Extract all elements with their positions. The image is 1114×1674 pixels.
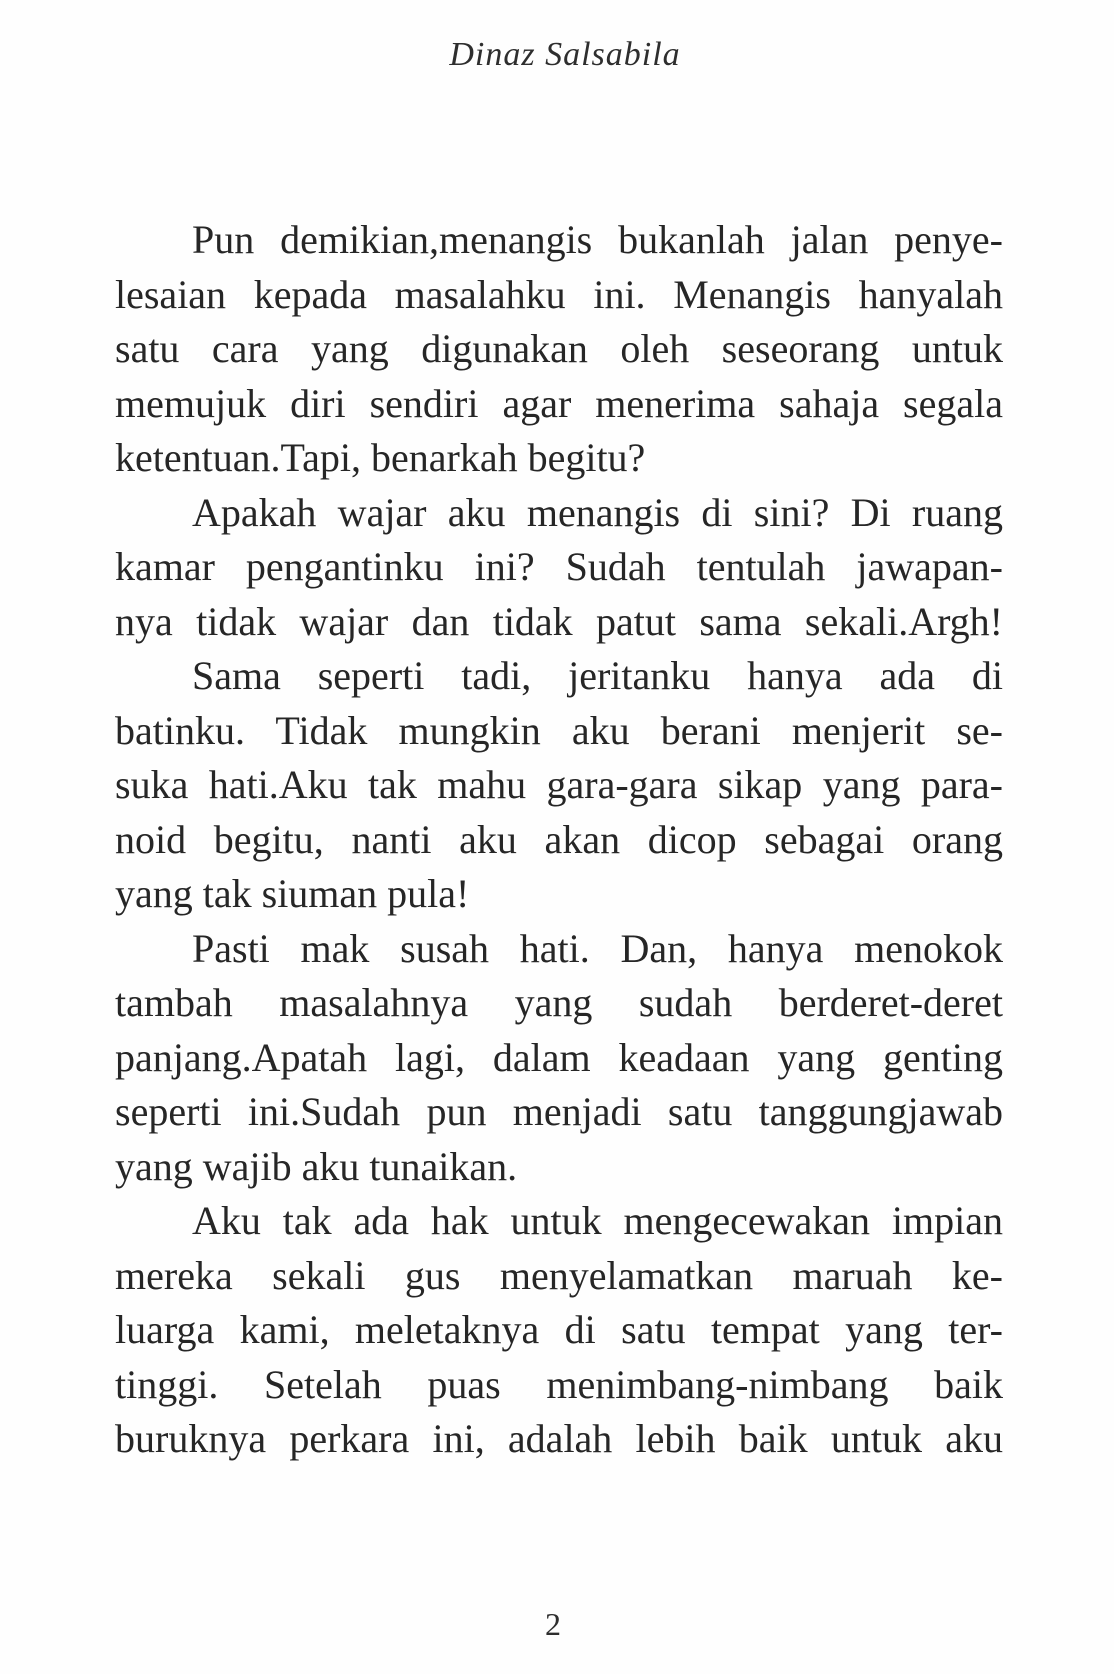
text-line: yang wajib aku tunaikan. [115,1143,518,1189]
paragraph [115,213,1003,486]
paragraph [115,486,1003,650]
text-line: batinku. Tidak mungkin aku berani menjerit se- [115,707,1003,753]
body-text [115,213,1003,1467]
text-line: luarga kami, meletaknya di satu tempat yang ter- [115,1307,1003,1352]
text-line: suka hati.Aku tak mahu gara-gara sikap yang para- [115,762,1003,807]
text-line: tambah masalahnya yang sudah berderet-deret [115,980,1003,1025]
text-line: mereka sekali gus menyelamatkan maruah ke- [115,1252,1003,1298]
page-number: 2 [545,1606,561,1642]
text-line: seperti ini.Sudah pun menjadi satu tanggungjawab [115,1089,1003,1134]
paragraph [115,1194,1003,1467]
text-line: noid begitu, nanti aku akan dicop sebagai orang [115,816,1003,862]
paragraph [115,649,1003,922]
text-line: nya tidak wajar dan tidak patut sama sekali.Argh! [115,598,1003,644]
paragraph [115,922,1003,1195]
text-line: ketentuan.Tapi, benarkah begitu? [115,435,646,480]
text-line: panjang.Apatah lagi, dalam keadaan yang genting [115,1034,1003,1080]
running-header: Dinaz Salsabila [449,36,681,73]
text-line: lesaian kepada masalahku ini. Menangis hanyalah [115,271,1003,317]
text-line: tinggi. Setelah puas menimbang-nimbang baik [115,1361,1003,1407]
text-line: satu cara yang digunakan oleh seseorang untuk [115,326,1003,371]
text-line: Sama seperti tadi, jeritanku hanya ada di [192,653,1003,698]
text-line: kamar pengantinku ini? Sudah tentulah jawapan- [115,544,1003,589]
text-line: Apakah wajar aku menangis di sini? Di ruang [192,489,1003,535]
text-line: Pun demikian,menangis bukanlah jalan penye- [192,217,1003,262]
text-line: buruknya perkara ini, adalah lebih baik untuk aku [115,1416,1003,1461]
text-line: Aku tak ada hak untuk mengecewakan impian [192,1198,1003,1243]
text-line: memujuk diri sendiri agar menerima sahaja segala [115,380,1003,426]
text-line: Pasti mak susah hati. Dan, hanya menokok [192,925,1003,971]
text-line: yang tak siuman pula! [115,871,470,916]
